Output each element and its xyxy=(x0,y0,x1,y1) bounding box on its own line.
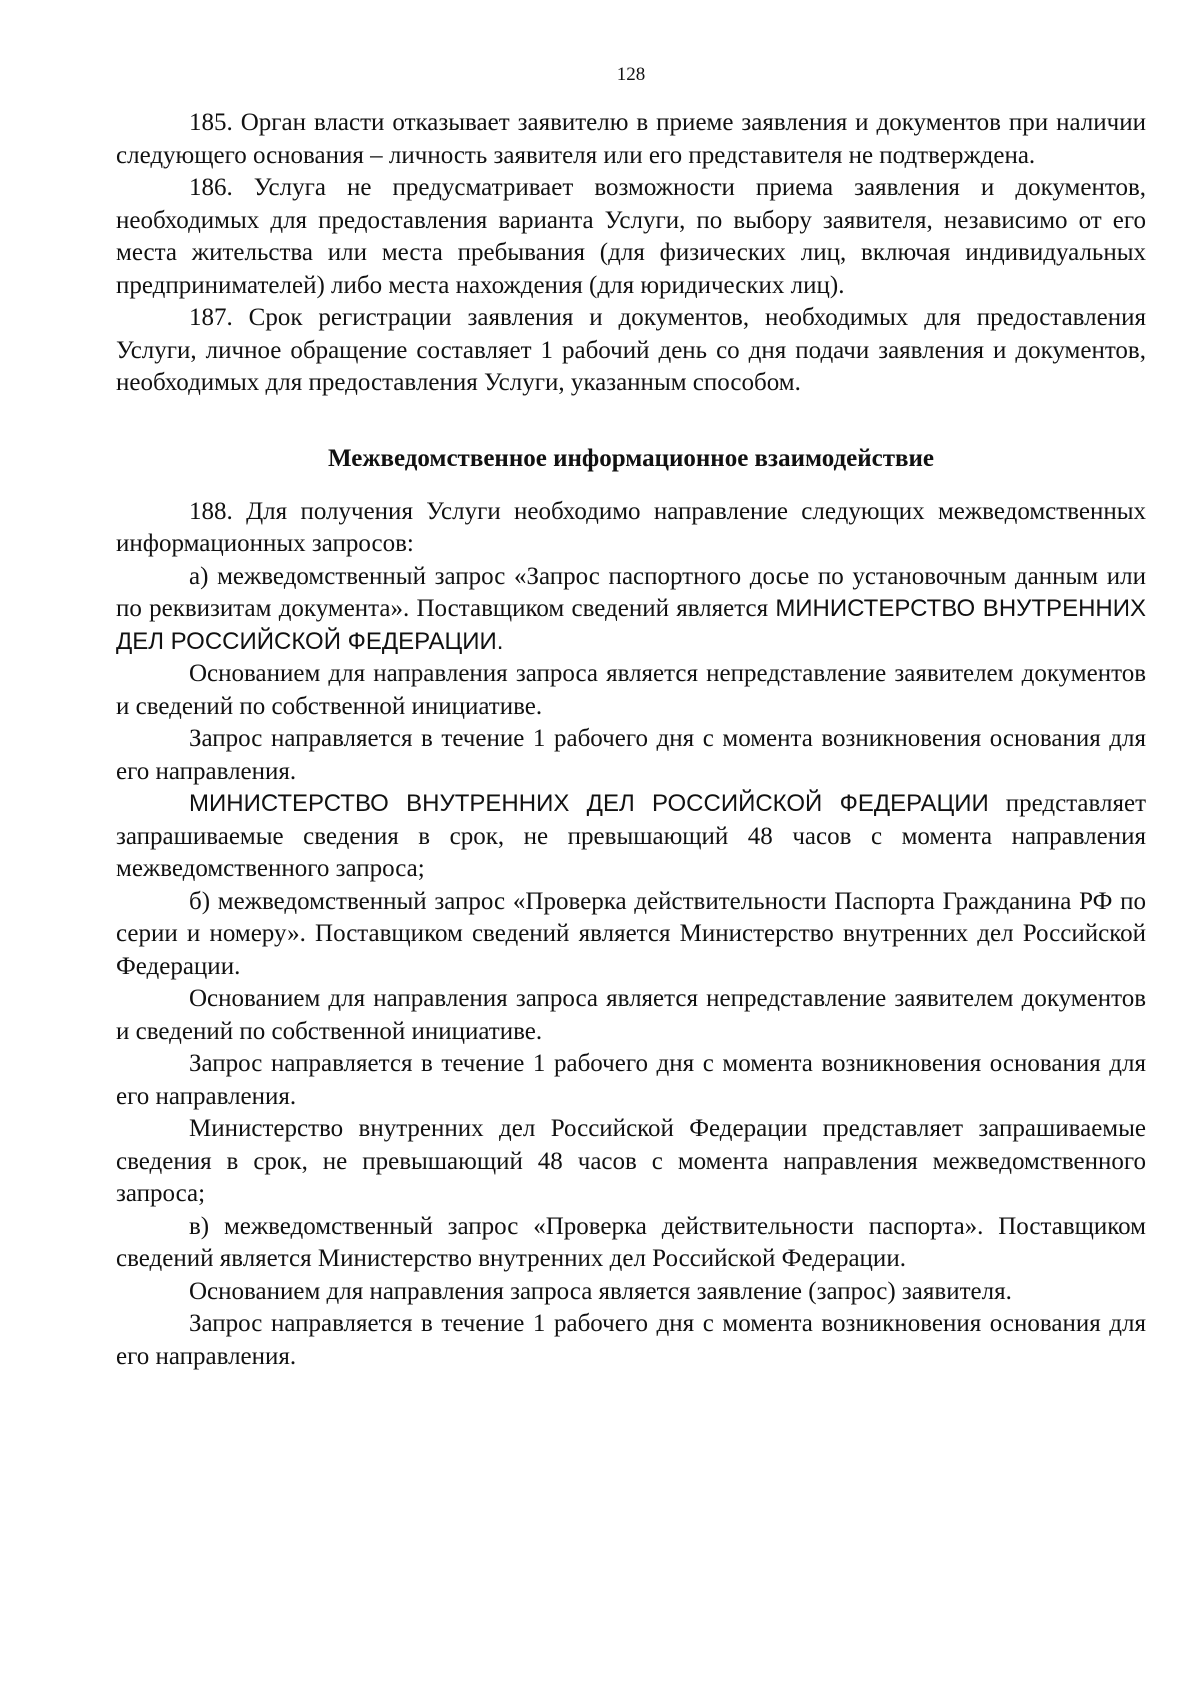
document-page xyxy=(116,64,1146,1373)
item-c-term: Запрос направляется в течение 1 рабочего дня с момента возникновения основания для его направления. xyxy=(116,1310,1146,1370)
paragraph-186: 186. Услуга не предусматривает возможности приема заявления и документов, необходимых для предоставления варианта Услуги, по выбору заявителя, независимо от его места жительства или места пребывания (для физических лиц, включая индивидуальных предпринимателей) либо места нахождения (для юридических лиц). xyxy=(116,174,1146,299)
item-c: в) межведомственный запрос «Проверка действительности паспорта». Поставщиком сведений является Министерство внутренних дел Российской Федерации. xyxy=(116,1212,1146,1272)
section-heading: Межведомственное информационное взаимодействие xyxy=(328,444,934,472)
item-a-response-org: МИНИСТЕРСТВО ВНУТРЕННИХ ДЕЛ РОССИЙСКОЙ ФЕДЕРАЦИИ xyxy=(189,790,989,817)
item-a-org: МИНИСТЕРСТВО ВНУТРЕННИХ ДЕЛ РОССИЙСКОЙ ФЕДЕРАЦИИ. xyxy=(116,595,1146,655)
paragraph-187: 187. Срок регистрации заявления и документов, необходимых для предоставления Услуги, личное обращение составляет 1 рабочий день со дня подачи заявления и документов, необходимых для предоставления Услуги, указанным способом. xyxy=(116,304,1146,396)
page-number: 128 xyxy=(616,64,646,85)
item-c-basis: Основанием для направления запроса является заявление (запрос) заявителя. xyxy=(189,1277,1012,1305)
item-a xyxy=(116,561,1146,659)
paragraph-188: 188. Для получения Услуги необходимо направление следующих межведомственных информационных запросов: xyxy=(116,497,1146,557)
item-b-basis: Основанием для направления запроса является непредставление заявителем документов и сведений по собственной инициативе. xyxy=(116,985,1146,1045)
item-b-response: Министерство внутренних дел Российской Федерации представляет запрашиваемые сведения в срок, не превышающий 48 часов с момента направления межведомственного запроса; xyxy=(116,1115,1146,1207)
item-a-response xyxy=(116,788,1146,886)
item-b-term: Запрос направляется в течение 1 рабочего дня с момента возникновения основания для его направления. xyxy=(116,1050,1146,1110)
paragraph-185: 185. Орган власти отказывает заявителю в приеме заявления и документов при наличии следующего основания – личность заявителя или его представителя не подтверждена. xyxy=(116,109,1146,169)
item-a-basis: Основанием для направления запроса является непредставление заявителем документов и сведений по собственной инициативе. xyxy=(116,660,1146,720)
item-a-text: а) межведомственный запрос «Запрос паспортного досье по установочным данным или по реквизитам документа». Поставщиком сведений является xyxy=(116,562,1146,622)
item-a-term: Запрос направляется в течение 1 рабочего дня с момента возникновения основания для его направления. xyxy=(116,725,1146,785)
item-a-response-text: представляет запрашиваемые сведения в срок, не превышающий 48 часов с момента направления межведомственного запроса; xyxy=(116,790,1146,882)
item-b: б) межведомственный запрос «Проверка действительности Паспорта Гражданина РФ по серии и номеру». Поставщиком сведений является Министерство внутренних дел Российской Федерации. xyxy=(116,887,1146,980)
